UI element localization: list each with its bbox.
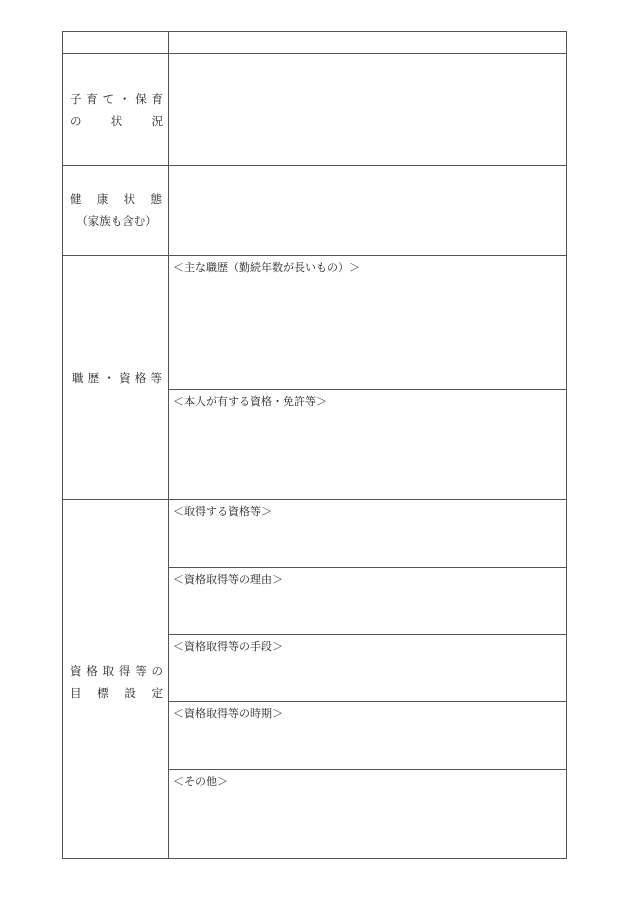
childcare-status-content[interactable]: [169, 54, 566, 165]
health-label-line-2: （家族も含む）: [76, 214, 157, 228]
acquisition-means-heading: ＜資格取得等の手段＞: [173, 640, 283, 653]
health-status-content[interactable]: [169, 166, 566, 255]
health-status-label: [63, 188, 168, 232]
subcell-divider-goal-3: [168, 701, 566, 702]
subcell-divider-career: [168, 389, 566, 390]
main-career-heading: ＜主な職歴（勤続年数が長いもの）＞: [173, 261, 360, 274]
header-content-cell: [169, 32, 566, 53]
subcell-divider-goal-2: [168, 634, 566, 635]
career-qualifications-label: [63, 367, 168, 389]
goal-label-line-1: 資 格 取 得 等 の: [70, 664, 163, 678]
acquisition-reason-heading: ＜資格取得等の理由＞: [173, 573, 283, 586]
goal-label-line-2: 目 標 設 定: [70, 686, 163, 700]
qualification-goal-setting-label: [63, 660, 168, 704]
career-label-line: 職 歴 ・ 資 格 等: [72, 371, 162, 385]
acquisition-timing-heading: ＜資格取得等の時期＞: [173, 707, 283, 720]
childcare-status-label: [63, 88, 168, 132]
childcare-label-line-1: 子 育 て ・ 保 育: [70, 92, 163, 106]
qualifications-heading: ＜本人が有する資格・免許等＞: [173, 395, 327, 408]
health-label-line-1: 健 康 状 態: [70, 192, 162, 206]
header-label-cell: [63, 32, 168, 53]
qualification-to-acquire-heading: ＜取得する資格等＞: [173, 505, 272, 518]
other-heading: ＜その他＞: [173, 775, 228, 788]
row-divider-health: [63, 255, 566, 256]
row-divider-career: [63, 499, 566, 500]
subcell-divider-goal-1: [168, 567, 566, 568]
childcare-label-line-2: の 状 況: [70, 114, 163, 128]
goal-setting-form-table: [62, 31, 567, 859]
subcell-divider-goal-4: [168, 769, 566, 770]
